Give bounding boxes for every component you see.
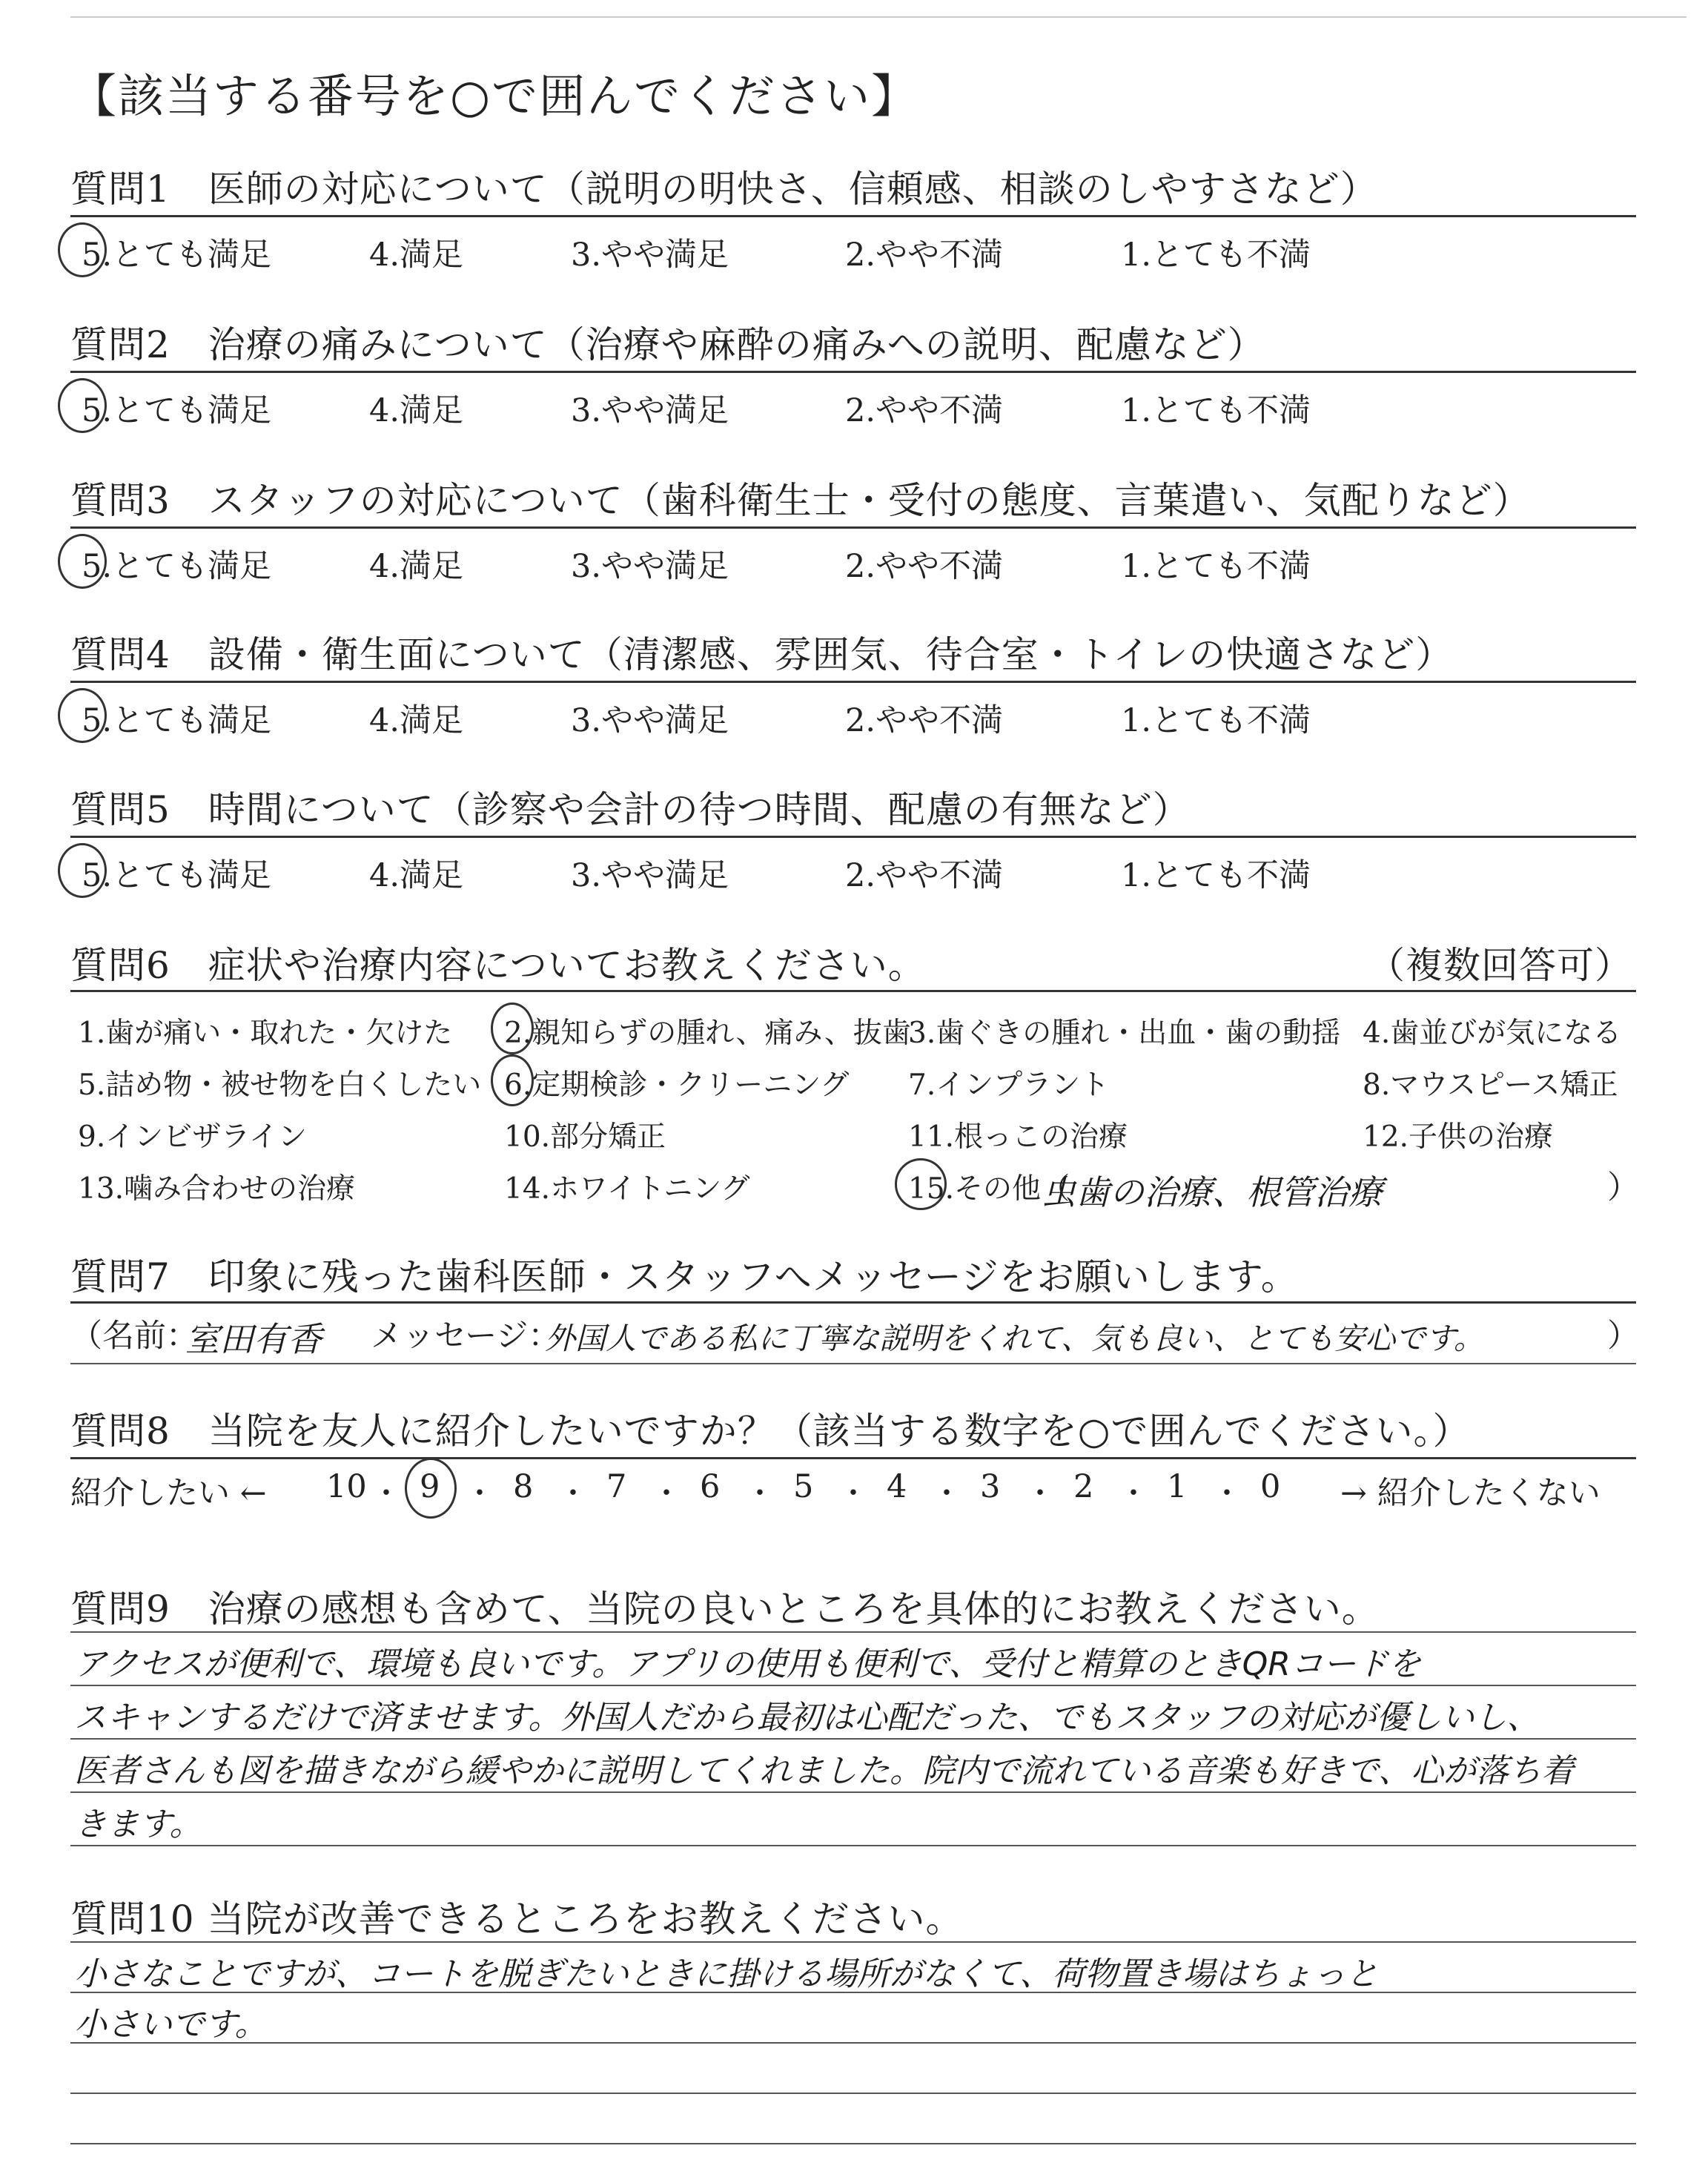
q2-option-2[interactable]: 2.やや不満 <box>845 392 1004 429</box>
q8-scale-3[interactable]: 3 <box>980 1468 1001 1505</box>
q6-option-15[interactable]: 15.その他（ <box>908 1172 1070 1206</box>
q5-title: 質問5 時間について（診察や会計の待つ時間、配慮の有無など） <box>70 788 1191 831</box>
page-header: 【該当する番号を○で囲んでください】 <box>70 69 919 123</box>
q9-rule-2 <box>70 1685 1636 1686</box>
q6-close-paren: ） <box>1607 1169 1639 1206</box>
q8-separator-dot: ・ <box>652 1476 681 1510</box>
q4-option-4[interactable]: 4.満足 <box>369 702 464 739</box>
q2-option-5[interactable]: 5.とても満足 <box>82 392 272 429</box>
q5-rule <box>70 836 1636 838</box>
q6-selected-circle-15 <box>895 1158 947 1210</box>
q8-separator-dot: ・ <box>465 1476 494 1510</box>
q8-right-label: → 紹介したくない <box>1340 1475 1601 1512</box>
q5-option-5[interactable]: 5.とても満足 <box>82 857 272 894</box>
q2-rule <box>70 371 1636 373</box>
q8-separator-dot: ・ <box>558 1476 588 1510</box>
q5-option-2[interactable]: 2.やや不満 <box>845 857 1004 894</box>
q6-option-1[interactable]: 1.歯が痛い・取れた・欠けた <box>78 1017 453 1050</box>
q7-message-label: メッセージ： <box>371 1318 560 1355</box>
q5-option-4[interactable]: 4.満足 <box>369 857 464 894</box>
q8-scale-9[interactable]: 9 <box>420 1468 440 1505</box>
q7-close-paren: ） <box>1607 1318 1639 1355</box>
q2-option-3[interactable]: 3.やや満足 <box>571 392 729 429</box>
q9-line-2[interactable]: スキャンするだけで済ませます。外国人だから最初は心配だった、でもスタッフの対応が優しいし、 <box>74 1699 1540 1737</box>
q7-name-value[interactable]: 室田有香 <box>185 1319 322 1359</box>
q1-option-5[interactable]: 5.とても満足 <box>82 237 272 274</box>
q4-option-3[interactable]: 3.やや満足 <box>571 702 729 739</box>
q8-separator-dot: ・ <box>1119 1476 1148 1510</box>
q7-rule-top <box>70 1301 1636 1304</box>
q7-title: 質問7 印象に残った歯科医師・スタッフへメッセージをお願いします。 <box>70 1255 1299 1298</box>
q9-rule-5 <box>70 1845 1636 1846</box>
q9-title: 質問9 治療の感想も含めて、当院の良いところを具体的にお教えください。 <box>70 1588 1380 1631</box>
q8-left-label: 紹介したい ← <box>70 1475 267 1512</box>
q8-title: 質問8 当院を友人に紹介したいですか？（該当する数字を○で囲んでください。） <box>70 1410 1471 1453</box>
q1-option-4[interactable]: 4.満足 <box>369 237 464 274</box>
q3-rule <box>70 526 1636 529</box>
q6-selected-circle-2 <box>491 1003 534 1054</box>
q4-option-1[interactable]: 1.とても不満 <box>1121 702 1311 739</box>
q10-rule-3 <box>70 2042 1636 2044</box>
q7-name-label: （名前： <box>70 1318 198 1355</box>
q8-separator-dot: ・ <box>1212 1476 1242 1510</box>
q1-option-1[interactable]: 1.とても不満 <box>1121 237 1311 274</box>
q5-option-1[interactable]: 1.とても不満 <box>1121 857 1311 894</box>
q8-separator-dot: ・ <box>838 1476 868 1510</box>
q3-option-2[interactable]: 2.やや不満 <box>845 548 1004 585</box>
q8-scale-5[interactable]: 5 <box>793 1468 814 1505</box>
q6-option-6[interactable]: 6.定期検診・クリーニング <box>504 1069 850 1102</box>
q3-option-1[interactable]: 1.とても不満 <box>1121 548 1311 585</box>
q9-rule-3 <box>70 1738 1636 1740</box>
q10-rule-4 <box>70 2093 1636 2094</box>
q9-rule-4 <box>70 1791 1636 1793</box>
q3-option-3[interactable]: 3.やや満足 <box>571 548 729 585</box>
q8-scale-1[interactable]: 1 <box>1167 1468 1188 1505</box>
q1-rule <box>70 215 1636 217</box>
q1-title: 質問1 医師の対応について（説明の明快さ、信頼感、相談のしやすさなど） <box>70 168 1378 211</box>
q6-rule <box>70 990 1636 992</box>
q6-option-12[interactable]: 12.子供の治療 <box>1363 1120 1554 1154</box>
q8-rule <box>70 1457 1636 1459</box>
q10-line-1[interactable]: 小さなことですが、コートを脱ぎたいときに掛ける場所がなくて、荷物置き場はちょっと <box>74 1955 1379 1993</box>
q6-option-10[interactable]: 10.部分矯正 <box>504 1120 666 1154</box>
q8-separator-dot: ・ <box>745 1476 775 1510</box>
q4-option-2[interactable]: 2.やや不満 <box>845 702 1004 739</box>
q8-scale-8[interactable]: 8 <box>513 1468 534 1505</box>
q6-note: （複数回答可） <box>1368 944 1632 987</box>
q8-separator-dot: ・ <box>932 1476 961 1510</box>
q4-option-5[interactable]: 5.とても満足 <box>82 702 272 739</box>
q3-title: 質問3 スタッフの対応について（歯科衛生士・受付の態度、言葉遣い、気配りなど） <box>70 479 1531 522</box>
q6-option-7[interactable]: 7.インプラント <box>908 1069 1110 1102</box>
q2-selected-circle <box>58 378 107 433</box>
q8-scale-10[interactable]: 10 <box>326 1468 367 1505</box>
q6-option-4[interactable]: 4.歯並びが気になる <box>1363 1017 1622 1050</box>
q4-selected-circle <box>58 688 107 743</box>
q6-other-text[interactable]: 虫歯の治療、根管治療 <box>1042 1172 1383 1212</box>
q2-option-1[interactable]: 1.とても不満 <box>1121 392 1311 429</box>
q6-option-3[interactable]: 3.歯ぐきの腫れ・出血・歯の動揺 <box>908 1017 1341 1050</box>
q8-scale-2[interactable]: 2 <box>1073 1468 1094 1505</box>
q6-option-8[interactable]: 8.マウスピース矯正 <box>1363 1069 1618 1102</box>
q7-message-value[interactable]: 外国人である私に丁寧な説明をくれて、気も良い、とても安心です。 <box>545 1321 1484 1356</box>
q4-rule <box>70 681 1636 683</box>
q10-title: 質問10 当院が改善できるところをお教えください。 <box>70 1898 964 1941</box>
q9-line-4[interactable]: きます。 <box>74 1806 202 1843</box>
q9-rule-1 <box>70 1631 1636 1633</box>
q1-option-3[interactable]: 3.やや満足 <box>571 237 729 274</box>
q6-selected-circle-6 <box>491 1054 534 1106</box>
q10-rule-1 <box>70 1941 1636 1943</box>
q8-scale-4[interactable]: 4 <box>887 1468 907 1505</box>
q6-option-11[interactable]: 11.根っこの治療 <box>908 1120 1128 1154</box>
q10-rule-5 <box>70 2143 1636 2144</box>
q9-line-1[interactable]: アクセスが便利で、環境も良いです。アプリの使用も便利で、受付と精算のときQRコードを <box>74 1645 1421 1683</box>
q8-scale-7[interactable]: 7 <box>606 1468 627 1505</box>
q2-title: 質問2 治療の痛みについて（治療や麻酔の痛みへの説明、配慮など） <box>70 323 1265 366</box>
q6-option-9[interactable]: 9.インビザライン <box>78 1120 308 1154</box>
q3-option-4[interactable]: 4.満足 <box>369 548 464 585</box>
q8-scale-6[interactable]: 6 <box>700 1468 721 1505</box>
q6-title: 質問6 症状や治療内容についてお教えください。 <box>70 944 926 987</box>
q6-option-2[interactable]: 2.親知らずの腫れ、痛み、抜歯 <box>504 1017 911 1050</box>
q2-option-4[interactable]: 4.満足 <box>369 392 464 429</box>
q8-separator-dot: ・ <box>1025 1476 1055 1510</box>
q5-selected-circle <box>58 843 107 898</box>
q6-option-5[interactable]: 5.詰め物・被せ物を白くしたい <box>78 1069 482 1102</box>
q6-option-13[interactable]: 13.噛み合わせの治療 <box>78 1172 356 1206</box>
q8-separator-dot: ・ <box>371 1476 401 1510</box>
q3-selected-circle <box>58 534 107 589</box>
q8-scale-0[interactable]: 0 <box>1260 1468 1281 1505</box>
q10-line-2[interactable]: 小さいです。 <box>74 2006 268 2044</box>
top-edge-line <box>70 16 1687 18</box>
q3-option-5[interactable]: 5.とても満足 <box>82 548 272 585</box>
q8-selected-circle <box>405 1458 457 1519</box>
q6-option-14[interactable]: 14.ホワイトニング <box>504 1172 750 1206</box>
q1-option-2[interactable]: 2.やや不満 <box>845 237 1004 274</box>
q1-selected-circle <box>58 222 107 277</box>
q5-option-3[interactable]: 3.やや満足 <box>571 857 729 894</box>
q9-line-3[interactable]: 医者さんも図を描きながら緩やかに説明してくれました。院内で流れている音楽も好きで、心が落ち着 <box>74 1752 1575 1790</box>
q7-rule-bottom <box>70 1363 1636 1364</box>
q4-title: 質問4 設備・衛生面について（清潔感、雰囲気、待合室・トイレの快適さなど） <box>70 633 1454 676</box>
